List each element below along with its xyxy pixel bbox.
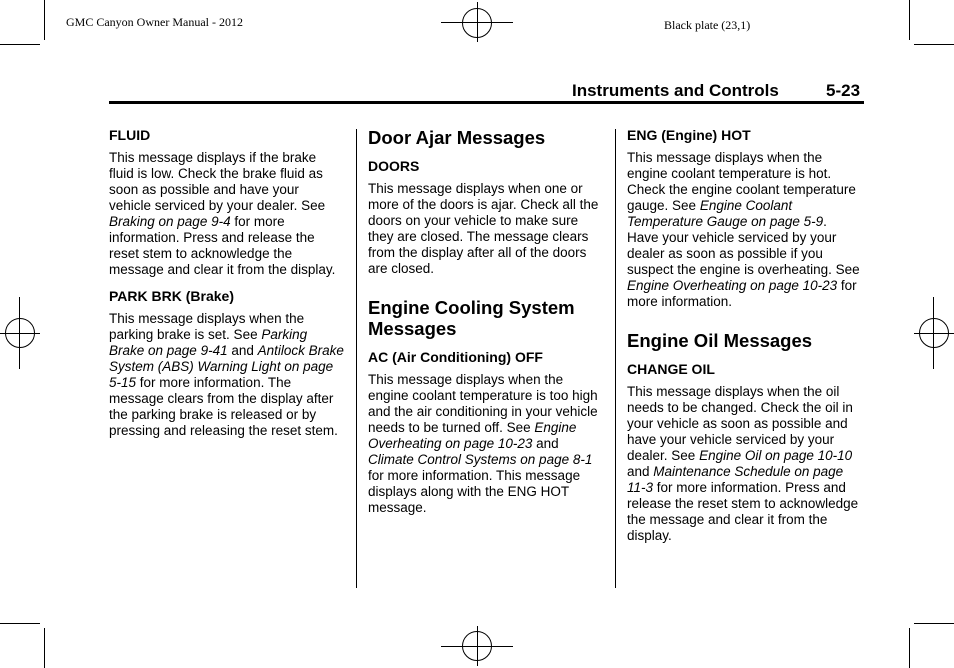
column-1 bbox=[109, 127, 344, 449]
eng-hot-heading: ENG (Engine) HOT bbox=[627, 127, 751, 143]
crop-mark bbox=[0, 44, 40, 45]
column-2 bbox=[368, 127, 603, 526]
cross-reference-link[interactable]: Engine Overheating on page 10-23 bbox=[368, 420, 577, 451]
engine-cooling-title: Engine Cooling System Messages bbox=[368, 297, 575, 339]
crop-mark bbox=[914, 623, 954, 624]
crop-mark bbox=[914, 44, 954, 45]
column-3 bbox=[627, 127, 862, 554]
cross-reference-link[interactable]: Parking Brake on page 9-41 bbox=[109, 327, 308, 358]
crop-mark bbox=[0, 623, 40, 624]
cross-reference-link[interactable]: Antilock Brake System (ABS) Warning Light on page 5-15 bbox=[109, 343, 344, 390]
cross-reference-link[interactable]: Maintenance Schedule on page 11-3 bbox=[627, 464, 844, 495]
doors-paragraph: This message displays when one or more of the doors is ajar. Check all the doors on your vehicle to make sure they are closed. The message clears from the display after all of the doors are closed. bbox=[368, 181, 599, 276]
header-rule bbox=[109, 101, 864, 104]
crop-mark bbox=[909, 628, 910, 668]
fluid-paragraph: This message displays if the brake fluid is low. Check the brake fluid as soon as possible and have your vehicle serviced by your dealer. See Braking on page 9-4 for more information. Press and release the reset stem to acknowledge the message and clear it from the display. bbox=[109, 150, 336, 277]
park-brake-heading: PARK BRK (Brake) bbox=[109, 288, 234, 304]
change-oil-paragraph: This message displays when the oil needs to be changed. Check the oil in your vehicle as soon as possible and have your vehicle serviced by your dealer. See Engine Oil on page 10-10 and Maintenance Schedule on page 11-3 for more information. Press and release the reset stem to acknowledge the message and clear it from the display. bbox=[627, 384, 859, 543]
ac-off-paragraph: This message displays when the engine coolant temperature is too high and the air conditioning in your vehicle needs to be turned off. See Engine Overheating on page 10-23 and Climate Control Systems on page 8-1 for more information. This message displays along with the ENG HOT message. bbox=[368, 372, 598, 515]
park-brake-paragraph: This message displays when the parking brake is set. See Parking Brake on page 9-41 and Antilock Brake System (ABS) Warning Light on page 5-15 for more information. The message clears from the display after the parking brake is released or by pressing and releasing the reset stem. bbox=[109, 311, 344, 438]
column-divider bbox=[615, 129, 616, 588]
engine-oil-title: Engine Oil Messages bbox=[627, 330, 813, 351]
doors-heading: DOORS bbox=[368, 158, 420, 174]
column-divider bbox=[356, 129, 357, 588]
manual-title: GMC Canyon Owner Manual - 2012 bbox=[66, 15, 243, 29]
ac-off-heading: AC (Air Conditioning) OFF bbox=[368, 349, 543, 365]
page-number: 5-23 bbox=[826, 81, 861, 100]
cross-reference-link[interactable]: Engine Overheating on page 10-23 bbox=[627, 278, 838, 293]
cross-reference-link[interactable]: Climate Control Systems on page 8-1 bbox=[368, 452, 593, 467]
section-title: Instruments and Controls bbox=[572, 81, 779, 100]
plate-label: Black plate (23,1) bbox=[664, 18, 751, 32]
crop-mark bbox=[909, 0, 910, 40]
crop-mark bbox=[44, 0, 45, 40]
cross-reference-link[interactable]: Engine Oil on page 10-10 bbox=[699, 448, 853, 463]
change-oil-heading: CHANGE OIL bbox=[627, 361, 715, 377]
fluid-heading: FLUID bbox=[109, 127, 151, 143]
eng-hot-paragraph: This message displays when the engine coolant temperature is hot. Check the engine coolant temperature gauge. See Engine Coolant Temperature Gauge on page 5-9. Have your vehicle serviced by your dealer as soon as possible if you suspect the engine is overheating. See Engine Overheating on page 10-23 for more information. bbox=[627, 150, 860, 309]
cross-reference-link[interactable]: Braking on page 9-4 bbox=[109, 214, 231, 229]
crop-mark bbox=[44, 628, 45, 668]
cross-reference-link[interactable]: Engine Coolant Temperature Gauge on page 5-9 bbox=[627, 198, 824, 229]
door-ajar-title: Door Ajar Messages bbox=[368, 127, 546, 148]
